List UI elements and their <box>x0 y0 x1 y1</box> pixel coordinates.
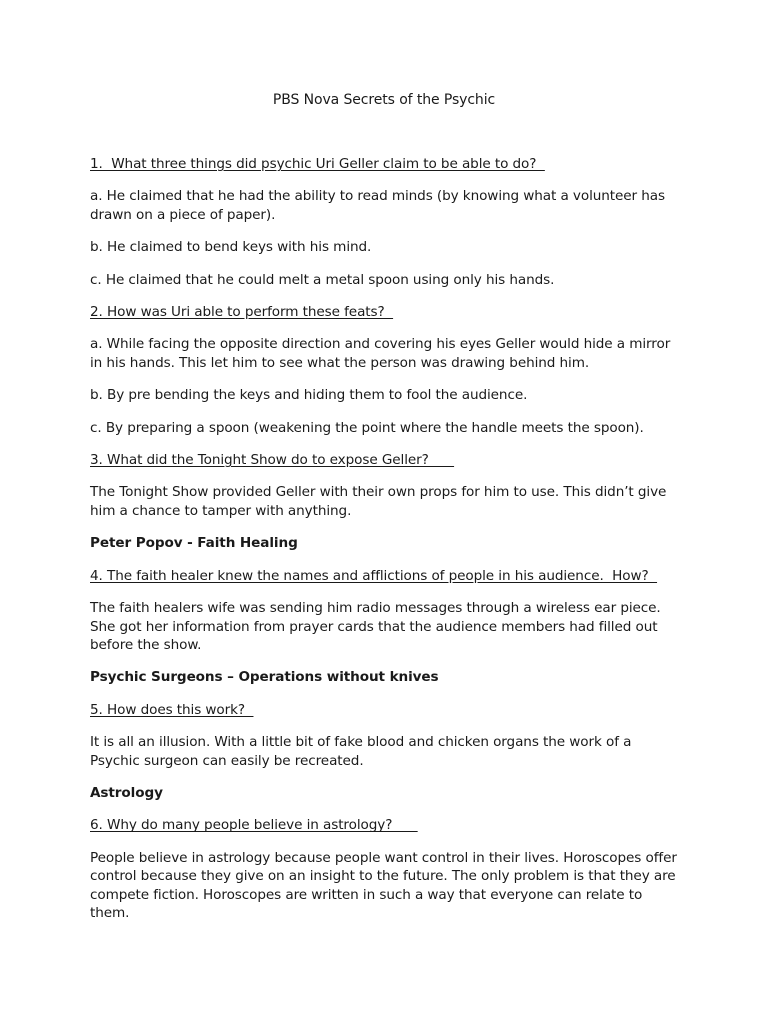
document-body <box>90 155 680 936</box>
answer-6: People believe in astrology because people want control in their lives. Horoscopes offer control because they give on an insight to the future. The only problem is that they are compete fiction. Horoscopes are written in such a way that everyone can relate to them. <box>90 849 677 921</box>
answer-4: The faith healers wife was sending him radio messages through a wireless ear piece. She got her information from prayer cards that the audience members had filled out before the show. <box>90 600 661 653</box>
answer-1c: c. He claimed that he could melt a metal spoon using only his hands. <box>90 271 555 288</box>
question-2: 2. How was Uri able to perform these feats? <box>90 304 394 321</box>
question-6: 6. Why do many people believe in astrology? <box>90 817 418 834</box>
question-1: 1. What three things did psychic Uri Geller claim to be able to do? <box>90 156 545 172</box>
answer-3: The Tonight Show provided Geller with their own props for him to use. This didn’t give him a chance to tamper with anything. <box>90 484 667 519</box>
answer-2c: c. By preparing a spoon (weakening the point where the handle meets the spoon). <box>90 419 644 436</box>
question-4: 4. The faith healer knew the names and afflictions of people in his audience. How? <box>90 567 658 584</box>
answer-1b: b. He claimed to bend keys with his mind. <box>90 239 372 256</box>
section-heading-astrology: Astrology <box>90 784 163 801</box>
question-3: 3. What did the Tonight Show do to expose Geller? <box>90 452 455 469</box>
answer-2a: a. While facing the opposite direction and covering his eyes Geller would hide a mirror in his hands. This let him to see what the person was drawing behind him. <box>90 336 671 371</box>
section-heading-faith-healing: Peter Popov - Faith Healing <box>90 535 298 552</box>
document-title: PBS Nova Secrets of the Psychic <box>272 92 496 108</box>
question-5: 5. How does this work? <box>90 701 254 718</box>
section-heading-psychic-surgeons: Psychic Surgeons – Operations without knives <box>90 669 439 686</box>
answer-1a: a. He claimed that he had the ability to read minds (by knowing what a volunteer has drawn on a piece of paper). <box>90 188 665 223</box>
answer-2b: b. By pre bending the keys and hiding them to fool the audience. <box>90 387 528 404</box>
answer-5: It is all an illusion. With a little bit of fake blood and chicken organs the work of a Psychic surgeon can easily be recreated. <box>90 734 632 769</box>
